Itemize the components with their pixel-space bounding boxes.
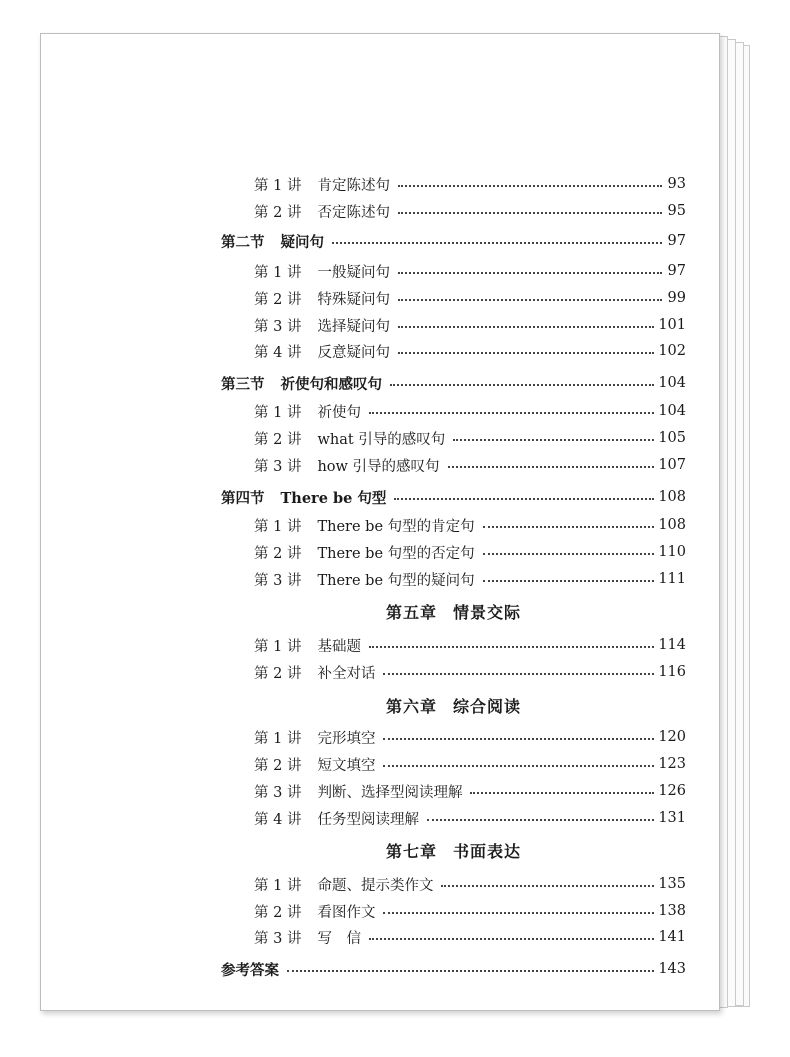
toc-entry-label: 第 2 讲 (254, 757, 302, 774)
toc-entry-label: 参考答案 (221, 961, 279, 979)
toc-page-number: 108 (658, 517, 686, 533)
toc-page-number: 105 (658, 430, 686, 446)
toc-entry-label: 第 3 讲 (254, 318, 302, 335)
toc-page-number: 99 (667, 290, 686, 306)
chapter-label: 第五章 (385, 603, 437, 622)
toc-entry-title: 祈使句 (317, 404, 361, 421)
toc-entry-title: 任务型阅读理解 (317, 811, 419, 828)
toc-entry-title: There be 句型的否定句 (317, 545, 475, 562)
toc-page-number: 111 (658, 571, 686, 587)
toc-entry-title: 一般疑问句 (317, 264, 390, 281)
toc-lecture-row (254, 873, 686, 895)
dot-leader (483, 541, 655, 563)
toc-entry-label: 第 3 讲 (254, 572, 302, 589)
toc-page-number: 93 (667, 176, 686, 192)
dot-leader (470, 780, 654, 802)
toc-entry-title: 判断、选择型阅读理解 (317, 784, 463, 801)
toc-entry-label: 第 2 讲 (254, 545, 302, 562)
chapter-title: 书面表达 (453, 842, 522, 861)
toc-entry-label: 第 3 讲 (254, 458, 302, 475)
toc-entry-label: 第 1 讲 (254, 177, 302, 194)
dot-leader (398, 173, 662, 195)
toc-entry-label: 第四节 (221, 489, 265, 507)
toc-lecture-row (254, 200, 686, 222)
toc-page-number: 101 (658, 317, 686, 333)
toc-entry-title: 补全对话 (317, 665, 376, 682)
dot-leader (383, 726, 654, 748)
dot-leader (448, 454, 655, 476)
toc-entry-title: 命题、提示类作文 (317, 877, 434, 894)
chapter-heading (221, 600, 686, 624)
dot-leader (453, 427, 654, 449)
toc-page-number: 108 (658, 489, 686, 505)
toc-lecture-row (254, 634, 686, 656)
chapter-heading (221, 694, 686, 718)
toc-entry-label: 第二节 (221, 233, 265, 251)
toc-lecture-row (254, 427, 686, 449)
toc-lecture-row (254, 780, 686, 802)
toc-lecture-row (254, 173, 686, 195)
table-of-contents (41, 34, 719, 1010)
toc-lecture-row (254, 541, 686, 563)
chapter-heading (221, 839, 686, 863)
dot-leader (398, 340, 654, 362)
toc-lecture-row (254, 514, 686, 536)
toc-entry-title: 短文填空 (317, 757, 376, 774)
toc-page-number: 97 (667, 233, 686, 249)
dot-leader (398, 200, 662, 222)
dot-leader (369, 634, 654, 656)
toc-entry-label: 第三节 (221, 375, 265, 393)
toc-page-number: 123 (658, 756, 686, 772)
toc-entry-title: how 引导的感叹句 (317, 458, 440, 475)
toc-entry-label: 第 2 讲 (254, 291, 302, 308)
dot-leader (483, 514, 655, 536)
dot-leader (369, 926, 654, 948)
toc-entry-label: 第 1 讲 (254, 877, 302, 894)
toc-lecture-row (254, 314, 686, 336)
toc-entry-title: 疑问句 (280, 233, 324, 251)
toc-lecture-row (254, 726, 686, 748)
toc-entry-label: 第 2 讲 (254, 204, 302, 221)
toc-lecture-row (254, 340, 686, 362)
toc-entry-title: 特殊疑问句 (317, 291, 390, 308)
toc-entry-title: 写 信 (317, 930, 361, 947)
toc-entry-label: 第 2 讲 (254, 904, 302, 921)
toc-entry-title: what 引导的感叹句 (317, 431, 446, 448)
toc-page-number: 120 (658, 729, 686, 745)
toc-section-row (221, 230, 686, 252)
toc-page-number: 135 (658, 876, 686, 892)
toc-entry-label: 第 1 讲 (254, 730, 302, 747)
dot-leader (390, 372, 654, 394)
toc-lecture-row (254, 753, 686, 775)
dot-leader (398, 287, 662, 309)
toc-page-number: 95 (667, 203, 686, 219)
toc-entry-title: There be 句型的疑问句 (317, 572, 475, 589)
toc-entry-title: There be 句型的肯定句 (317, 518, 475, 535)
toc-page-number: 107 (658, 457, 686, 473)
chapter-label: 第六章 (385, 697, 437, 716)
toc-entry-label: 第 1 讲 (254, 518, 302, 535)
toc-page-number: 141 (658, 929, 686, 945)
toc-page-number: 143 (658, 961, 686, 977)
dot-leader (332, 230, 662, 252)
toc-lecture-row (254, 400, 686, 422)
dot-leader (369, 400, 654, 422)
toc-page-number: 104 (658, 403, 686, 419)
toc-entry-label: 第 1 讲 (254, 404, 302, 421)
toc-page-number: 114 (658, 637, 686, 653)
toc-page-number: 110 (658, 544, 686, 560)
toc-entry-title: 选择疑问句 (317, 318, 390, 335)
dot-leader (394, 486, 654, 508)
dot-leader (383, 661, 654, 683)
toc-page-number: 126 (658, 783, 686, 799)
toc-entry-title: There be 句型 (280, 489, 387, 507)
toc-lecture-row (254, 661, 686, 683)
toc-section-row (221, 486, 686, 508)
toc-page-number: 102 (658, 343, 686, 359)
dot-leader (483, 568, 655, 590)
toc-entry-label: 第 4 讲 (254, 811, 302, 828)
dot-leader (427, 807, 654, 829)
toc-page-number: 97 (667, 263, 686, 279)
toc-entry-label: 第 1 讲 (254, 638, 302, 655)
toc-page-number: 131 (658, 810, 686, 826)
toc-lecture-row (254, 900, 686, 922)
toc-page-number: 116 (658, 664, 686, 680)
toc-section-row (221, 372, 686, 394)
chapter-title: 综合阅读 (453, 697, 522, 716)
chapter-title: 情景交际 (453, 603, 522, 622)
toc-lecture-row (254, 287, 686, 309)
toc-entry-title: 基础题 (317, 638, 361, 655)
toc-answers-row (221, 958, 686, 980)
dot-leader (383, 900, 654, 922)
toc-entry-label: 第 2 讲 (254, 431, 302, 448)
toc-entry-title: 祈使句和感叹句 (280, 375, 382, 393)
toc-lecture-row (254, 568, 686, 590)
toc-page (40, 33, 720, 1011)
dot-leader (383, 753, 654, 775)
toc-entry-title: 反意疑问句 (317, 344, 390, 361)
toc-page-number: 104 (658, 375, 686, 391)
toc-entry-label: 第 4 讲 (254, 344, 302, 361)
toc-entry-label: 第 2 讲 (254, 665, 302, 682)
toc-lecture-row (254, 260, 686, 282)
dot-leader (398, 260, 662, 282)
toc-entry-title: 否定陈述句 (317, 204, 390, 221)
toc-entry-label: 第 3 讲 (254, 784, 302, 801)
toc-lecture-row (254, 454, 686, 476)
toc-page-number: 138 (658, 903, 686, 919)
toc-entry-title: 肯定陈述句 (317, 177, 390, 194)
dot-leader (398, 314, 654, 336)
dot-leader (287, 958, 654, 980)
chapter-label: 第七章 (385, 842, 437, 861)
dot-leader (441, 873, 654, 895)
toc-entry-label: 第 3 讲 (254, 930, 302, 947)
toc-lecture-row (254, 926, 686, 948)
toc-entry-title: 看图作文 (317, 904, 376, 921)
toc-lecture-row (254, 807, 686, 829)
toc-entry-label: 第 1 讲 (254, 264, 302, 281)
toc-entry-title: 完形填空 (317, 730, 376, 747)
